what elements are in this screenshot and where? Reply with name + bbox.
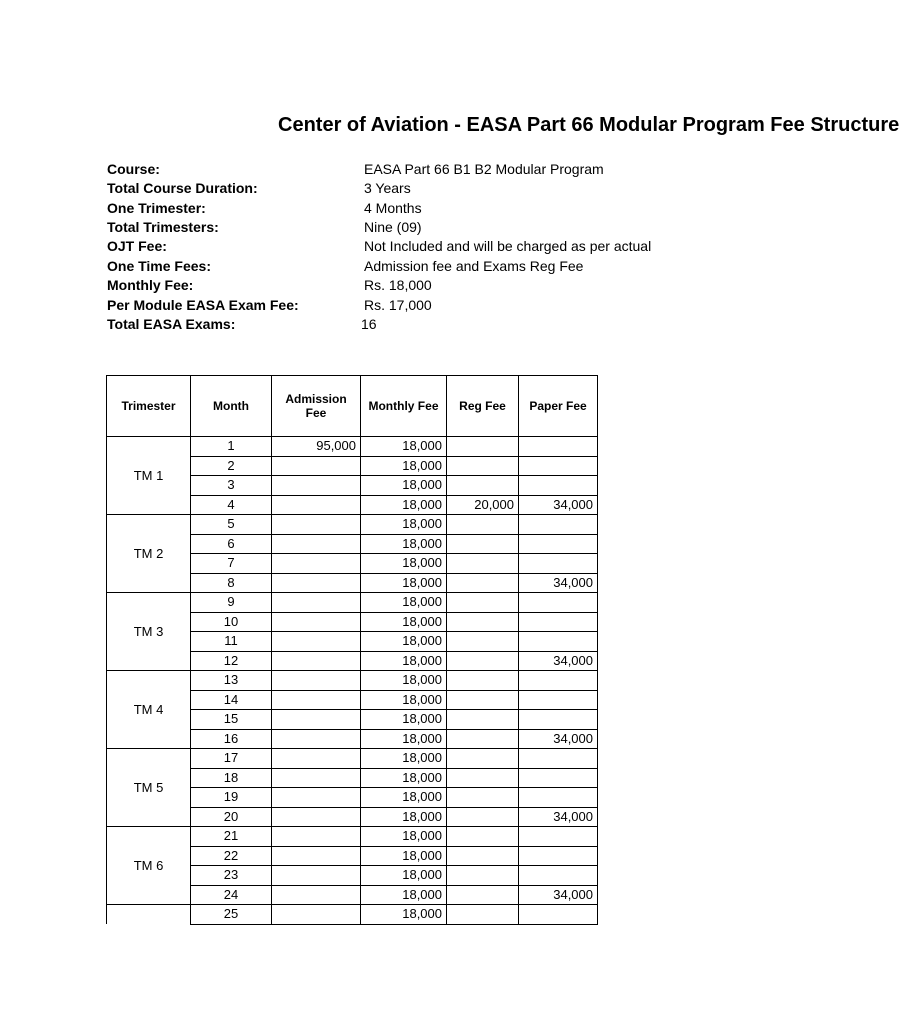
reg-fee-cell — [447, 749, 519, 769]
table-header-row — [107, 376, 598, 437]
paper-fee-cell — [519, 534, 598, 554]
trimester-cell: TM 3 — [107, 593, 191, 671]
month-cell: 19 — [191, 788, 272, 808]
info-label: One Time Fees: — [107, 258, 212, 274]
month-cell: 25 — [191, 905, 272, 925]
header-trimester: Trimester — [107, 376, 191, 437]
monthly-fee-cell: 18,000 — [361, 554, 447, 574]
admission-fee-cell — [272, 827, 361, 847]
info-label: Course: — [107, 161, 160, 177]
paper-fee-cell: 34,000 — [519, 807, 598, 827]
paper-fee-cell — [519, 827, 598, 847]
month-cell: 16 — [191, 729, 272, 749]
info-row-exam-fee — [0, 297, 597, 316]
month-cell: 1 — [191, 437, 272, 457]
month-cell: 7 — [191, 554, 272, 574]
paper-fee-cell — [519, 456, 598, 476]
trimester-cell — [107, 905, 191, 925]
month-cell: 10 — [191, 612, 272, 632]
reg-fee-cell — [447, 827, 519, 847]
admission-fee-cell — [272, 456, 361, 476]
reg-fee-cell — [447, 710, 519, 730]
paper-fee-cell — [519, 866, 598, 886]
title-area — [0, 112, 899, 144]
admission-fee-cell — [272, 846, 361, 866]
admission-fee-cell — [272, 554, 361, 574]
admission-fee-cell — [272, 651, 361, 671]
monthly-fee-cell: 18,000 — [361, 573, 447, 593]
admission-fee-cell — [272, 885, 361, 905]
admission-fee-cell — [272, 690, 361, 710]
paper-fee-cell — [519, 671, 598, 691]
admission-fee-cell — [272, 788, 361, 808]
monthly-fee-cell: 18,000 — [361, 476, 447, 496]
paper-fee-cell — [519, 515, 598, 535]
month-cell: 23 — [191, 866, 272, 886]
month-cell: 4 — [191, 495, 272, 515]
monthly-fee-cell: 18,000 — [361, 593, 447, 613]
reg-fee-cell — [447, 437, 519, 457]
month-cell: 15 — [191, 710, 272, 730]
paper-fee-cell — [519, 710, 598, 730]
header-paper-fee: Paper Fee — [519, 376, 598, 437]
reg-fee-cell — [447, 651, 519, 671]
reg-fee-cell — [447, 729, 519, 749]
table-row — [107, 749, 598, 769]
month-cell: 24 — [191, 885, 272, 905]
admission-fee-cell — [272, 729, 361, 749]
info-label: Total Trimesters: — [107, 219, 219, 235]
monthly-fee-cell: 18,000 — [361, 885, 447, 905]
admission-fee-cell — [272, 905, 361, 925]
admission-fee-cell — [272, 749, 361, 769]
monthly-fee-cell: 18,000 — [361, 651, 447, 671]
reg-fee-cell — [447, 456, 519, 476]
table-row — [107, 671, 598, 691]
paper-fee-cell — [519, 690, 598, 710]
table-body — [107, 437, 598, 925]
month-cell: 6 — [191, 534, 272, 554]
info-row-total-trimesters — [0, 219, 597, 238]
month-cell: 8 — [191, 573, 272, 593]
admission-fee-cell — [272, 515, 361, 535]
admission-fee-cell — [272, 573, 361, 593]
paper-fee-cell — [519, 788, 598, 808]
paper-fee-cell — [519, 476, 598, 496]
month-cell: 2 — [191, 456, 272, 476]
page-title: Center of Aviation - EASA Part 66 Modular Program Fee Structure — [278, 114, 899, 136]
info-label: Total Course Duration: — [107, 180, 258, 196]
monthly-fee-cell: 18,000 — [361, 905, 447, 925]
month-cell: 9 — [191, 593, 272, 613]
paper-fee-cell — [519, 593, 598, 613]
info-label: Monthly Fee: — [107, 277, 194, 293]
month-cell: 17 — [191, 749, 272, 769]
monthly-fee-cell: 18,000 — [361, 749, 447, 769]
month-cell: 22 — [191, 846, 272, 866]
paper-fee-cell: 34,000 — [519, 729, 598, 749]
monthly-fee-cell: 18,000 — [361, 807, 447, 827]
admission-fee-cell — [272, 768, 361, 788]
reg-fee-cell — [447, 554, 519, 574]
monthly-fee-cell: 18,000 — [361, 710, 447, 730]
info-label: One Trimester: — [107, 200, 206, 216]
reg-fee-cell — [447, 515, 519, 535]
paper-fee-cell — [519, 554, 598, 574]
trimester-cell: TM 2 — [107, 515, 191, 593]
info-row-trimester — [0, 200, 597, 219]
admission-fee-cell: 95,000 — [272, 437, 361, 457]
monthly-fee-cell: 18,000 — [361, 690, 447, 710]
info-row-course — [0, 161, 604, 180]
month-cell: 20 — [191, 807, 272, 827]
month-cell: 18 — [191, 768, 272, 788]
paper-fee-cell: 34,000 — [519, 651, 598, 671]
info-value: Admission fee and Exams Reg Fee — [364, 258, 584, 274]
info-value: EASA Part 66 B1 B2 Modular Program — [364, 161, 604, 177]
reg-fee-cell — [447, 632, 519, 652]
monthly-fee-cell: 18,000 — [361, 632, 447, 652]
table-row — [107, 905, 598, 925]
monthly-fee-cell: 18,000 — [361, 671, 447, 691]
reg-fee-cell — [447, 905, 519, 925]
table-row — [107, 437, 598, 457]
paper-fee-cell — [519, 632, 598, 652]
month-cell: 3 — [191, 476, 272, 496]
admission-fee-cell — [272, 534, 361, 554]
admission-fee-cell — [272, 632, 361, 652]
monthly-fee-cell: 18,000 — [361, 534, 447, 554]
info-value: 4 Months — [364, 200, 422, 216]
monthly-fee-cell: 18,000 — [361, 827, 447, 847]
info-value: Rs. 18,000 — [364, 277, 432, 293]
month-cell: 5 — [191, 515, 272, 535]
reg-fee-cell: 20,000 — [447, 495, 519, 515]
paper-fee-cell: 34,000 — [519, 495, 598, 515]
header-admission-fee: Admission Fee — [272, 376, 361, 437]
reg-fee-cell — [447, 768, 519, 788]
admission-fee-cell — [272, 612, 361, 632]
paper-fee-cell — [519, 846, 598, 866]
admission-fee-cell — [272, 807, 361, 827]
monthly-fee-cell: 18,000 — [361, 456, 447, 476]
trimester-cell: TM 4 — [107, 671, 191, 749]
paper-fee-cell: 34,000 — [519, 573, 598, 593]
admission-fee-cell — [272, 671, 361, 691]
fee-table — [106, 375, 598, 925]
reg-fee-cell — [447, 846, 519, 866]
paper-fee-cell — [519, 437, 598, 457]
paper-fee-cell: 34,000 — [519, 885, 598, 905]
monthly-fee-cell: 18,000 — [361, 866, 447, 886]
monthly-fee-cell: 18,000 — [361, 729, 447, 749]
monthly-fee-cell: 18,000 — [361, 515, 447, 535]
reg-fee-cell — [447, 788, 519, 808]
paper-fee-cell — [519, 905, 598, 925]
info-row-one-time-fees — [0, 258, 597, 277]
admission-fee-cell — [272, 866, 361, 886]
info-row-ojt-fee — [0, 238, 652, 257]
info-row-total-exams — [0, 316, 597, 335]
info-label: OJT Fee: — [107, 238, 167, 254]
trimester-cell: TM 6 — [107, 827, 191, 905]
admission-fee-cell — [272, 593, 361, 613]
admission-fee-cell — [272, 476, 361, 496]
reg-fee-cell — [447, 593, 519, 613]
paper-fee-cell — [519, 612, 598, 632]
info-value: 3 Years — [364, 180, 411, 196]
reg-fee-cell — [447, 807, 519, 827]
month-cell: 12 — [191, 651, 272, 671]
trimester-cell: TM 5 — [107, 749, 191, 827]
header-month: Month — [191, 376, 272, 437]
monthly-fee-cell: 18,000 — [361, 495, 447, 515]
reg-fee-cell — [447, 671, 519, 691]
reg-fee-cell — [447, 476, 519, 496]
table-row — [107, 827, 598, 847]
reg-fee-cell — [447, 612, 519, 632]
month-cell: 11 — [191, 632, 272, 652]
monthly-fee-cell: 18,000 — [361, 846, 447, 866]
monthly-fee-cell: 18,000 — [361, 768, 447, 788]
admission-fee-cell — [272, 710, 361, 730]
monthly-fee-cell: 18,000 — [361, 612, 447, 632]
info-row-monthly-fee — [0, 277, 597, 296]
info-value: Not Included and will be charged as per actual — [364, 238, 652, 254]
header-monthly-fee: Monthly Fee — [361, 376, 447, 437]
month-cell: 21 — [191, 827, 272, 847]
reg-fee-cell — [447, 885, 519, 905]
reg-fee-cell — [447, 690, 519, 710]
month-cell: 13 — [191, 671, 272, 691]
reg-fee-cell — [447, 534, 519, 554]
reg-fee-cell — [447, 866, 519, 886]
admission-fee-cell — [272, 495, 361, 515]
reg-fee-cell — [447, 573, 519, 593]
info-label: Total EASA Exams: — [107, 316, 236, 332]
month-cell: 14 — [191, 690, 272, 710]
monthly-fee-cell: 18,000 — [361, 788, 447, 808]
table-row — [107, 593, 598, 613]
trimester-cell: TM 1 — [107, 437, 191, 515]
paper-fee-cell — [519, 749, 598, 769]
info-value: Nine (09) — [364, 219, 422, 235]
info-value: 16 — [361, 316, 377, 332]
info-row-duration — [0, 180, 597, 199]
header-reg-fee: Reg Fee — [447, 376, 519, 437]
paper-fee-cell — [519, 768, 598, 788]
table-row — [107, 515, 598, 535]
info-value: Rs. 17,000 — [364, 297, 432, 313]
monthly-fee-cell: 18,000 — [361, 437, 447, 457]
info-label: Per Module EASA Exam Fee: — [107, 297, 299, 313]
